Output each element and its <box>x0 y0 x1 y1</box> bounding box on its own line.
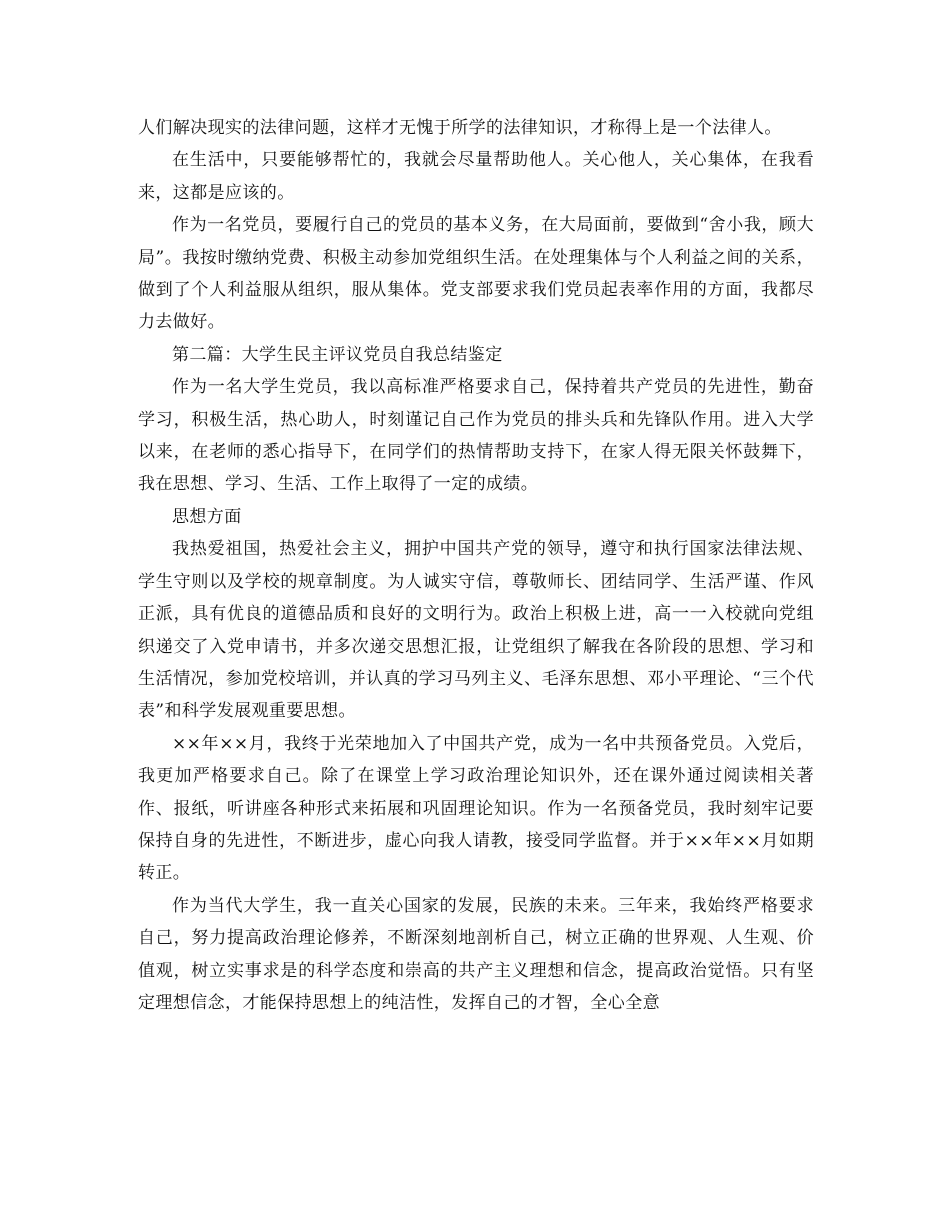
paragraph: 作为一名党员，要履行自己的党员的基本义务，在大局面前，要做到“舍小我，顾大局”。我按时缴纳党费、积极主动参加党组织生活。在处理集体与个人利益之间的关系，做到了个人利益服从组织，服从集体。党支部要求我们党员起表率作用的方面，我都尽力去做好。 <box>138 215 814 333</box>
paragraph: 人们解决现实的法律问题，这样才无愧于所学的法律知识，才称得上是一个法律人。 <box>138 118 782 138</box>
paragraph: 作为当代大学生，我一直关心国家的发展，民族的未来。三年来，我始终严格要求自己，努力提高政治理论修养，不断深刻地剖析自己，树立正确的世界观、人生观、价值观，树立实事求是的科学态度和崇高的共产主义理想和信念，提高政治觉悟。只有坚定理想信念，才能保持思想上的纯洁性，发挥自己的才智，全心全意 <box>138 895 814 1013</box>
paragraph: 作为一名大学生党员，我以高标准严格要求自己，保持着共产党员的先进性，勤奋学习，积极生活，热心助人，时刻谨记自己作为党员的排头兵和先锋队作用。进入大学以来，在老师的悉心指导下，在同学们的热情帮助支持下，在家人得无限关怀鼓舞下，我在思想、学习、生活、工作上取得了一定的成绩。 <box>138 377 814 495</box>
paragraph: 在生活中，只要能够帮忙的，我就会尽量帮助他人。关心他人，关心集体，在我看来，这都是应该的。 <box>138 150 814 203</box>
document-body <box>138 112 814 1019</box>
paragraph: ××年××月，我终于光荣地加入了中国共产党，成为一名中共预备党员。入党后，我更加严格要求自己。除了在课堂上学习政治理论知识外，还在课外通过阅读相关著作、报纸，听讲座各种形式来拓展和巩固理论知识。作为一名预备党员，我时刻牢记要保持自身的先进性，不断进步，虚心向我人请教，接受同学监督。并于××年××月如期转正。 <box>138 733 814 884</box>
subsection-heading: 思想方面 <box>172 506 242 527</box>
section-heading: 第二篇：大学生民主评议党员自我总结鉴定 <box>172 344 503 365</box>
paragraph: 我热爱祖国，热爱社会主义，拥护中国共产党的领导，遵守和执行国家法律法规、学生守则以及学校的规章制度。为人诚实守信，尊敬师长、团结同学、生活严谨、作风正派，具有优良的道德品质和良好的文明行为。政治上积极上进，高一一入校就向党组织递交了入党申请书，并多次递交思想汇报，让党组织了解我在各阶段的思想、学习和生活情况，参加党校培训，并认真的学习马列主义、毛泽东思想、邓小平理论、“三个代表”和科学发展观重要思想。 <box>138 539 814 722</box>
